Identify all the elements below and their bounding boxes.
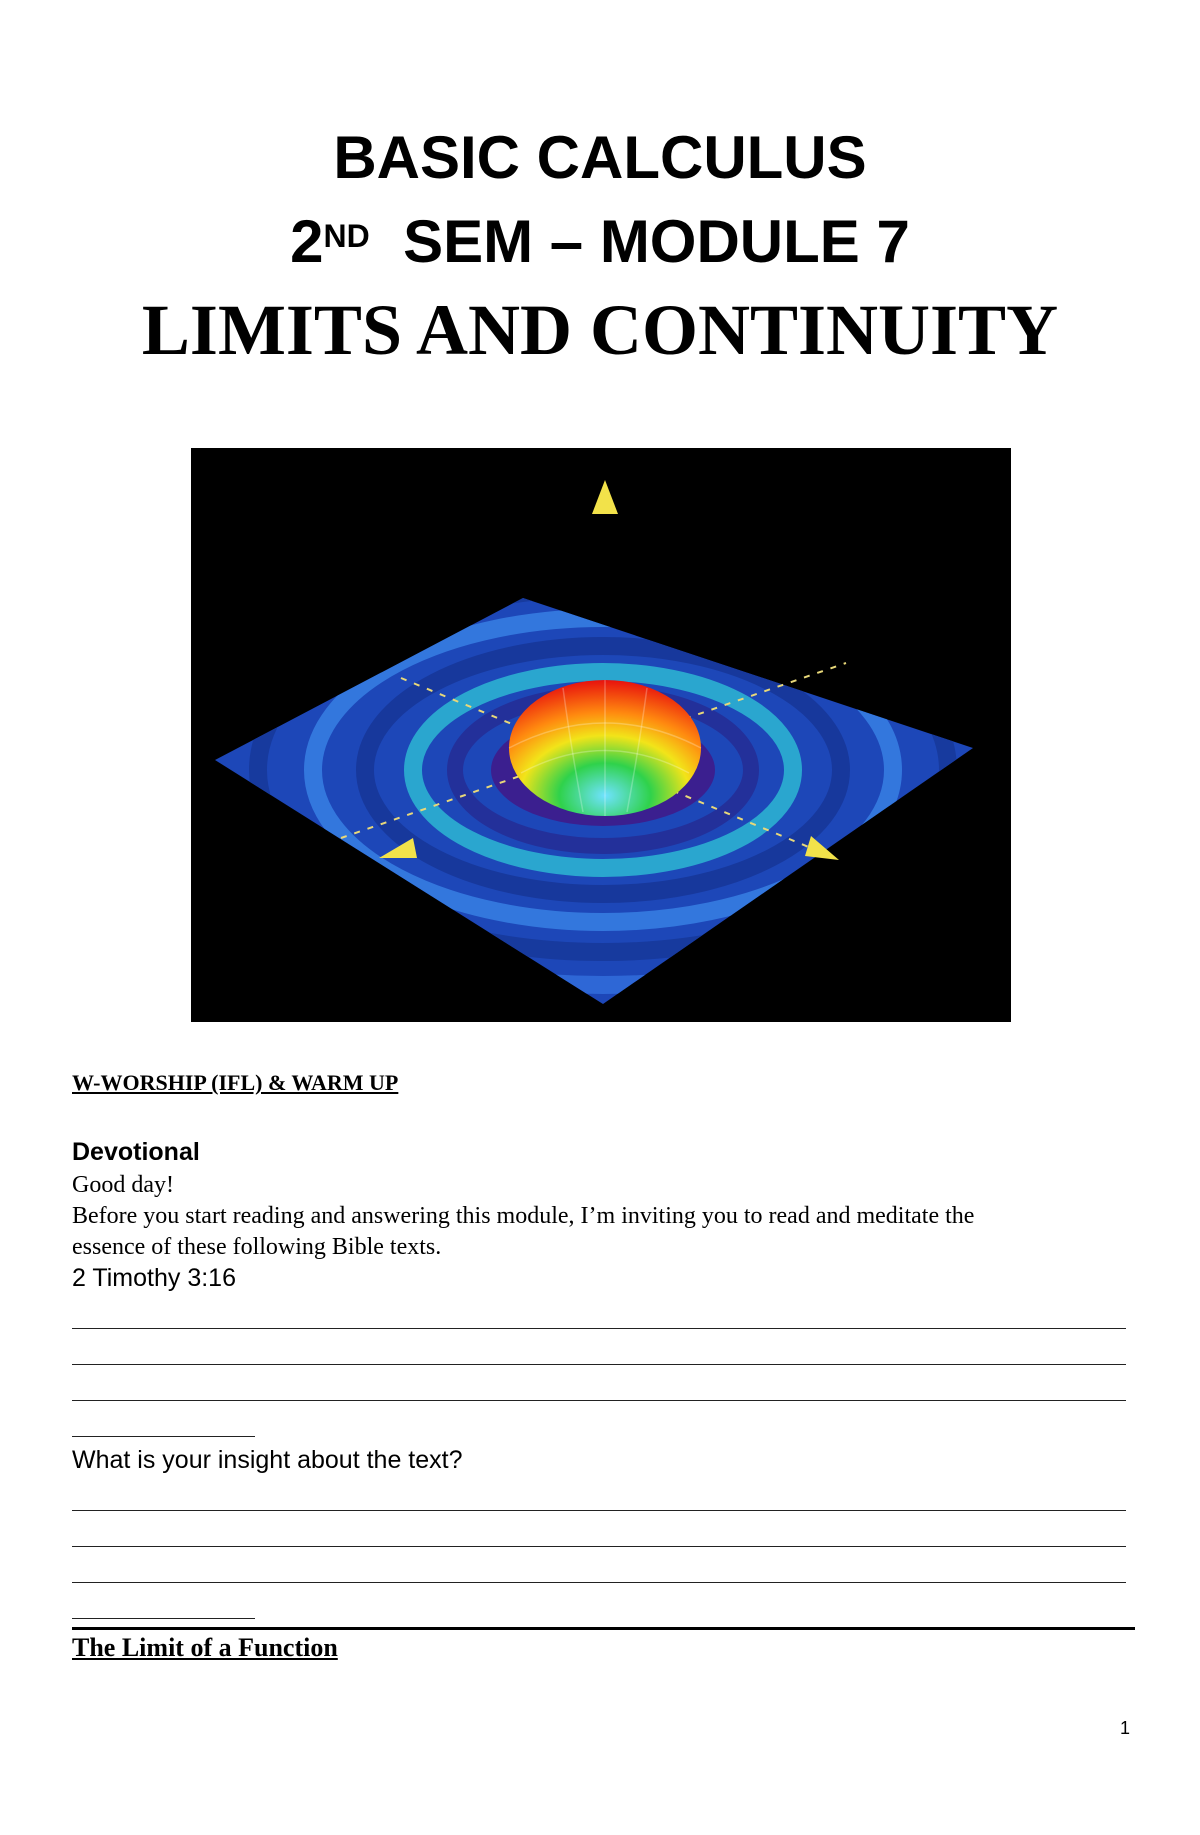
devotional-heading: Devotional bbox=[72, 1138, 200, 1166]
greeting-text: Good day! bbox=[72, 1172, 174, 1198]
module-subject-title: BASIC CALCULUS bbox=[333, 124, 867, 191]
cover-surface-plot-image bbox=[191, 448, 1011, 1022]
verse-answer-line[interactable] bbox=[72, 1400, 1126, 1401]
bible-verse-reference: 2 Timothy 3:16 bbox=[72, 1264, 236, 1292]
worship-section-heading: W-WORSHIP (IFL) & WARM UP bbox=[72, 1070, 399, 1095]
verse-answer-line[interactable] bbox=[72, 1364, 1126, 1365]
section-divider bbox=[72, 1627, 1135, 1630]
insight-answer-line[interactable] bbox=[72, 1510, 1126, 1511]
verse-answer-line-short[interactable] bbox=[72, 1436, 255, 1437]
insight-answer-line[interactable] bbox=[72, 1582, 1126, 1583]
limit-of-function-heading: The Limit of a Function bbox=[72, 1633, 338, 1662]
insight-answer-line[interactable] bbox=[72, 1546, 1126, 1547]
insight-question: What is your insight about the text? bbox=[72, 1446, 463, 1474]
central-peak bbox=[509, 680, 701, 816]
verse-answer-line[interactable] bbox=[72, 1328, 1126, 1329]
surface-plot-graphic bbox=[191, 448, 1011, 1022]
module-topic-title: LIMITS AND CONTINUITY bbox=[141, 290, 1059, 370]
module-semester-title bbox=[0, 207, 1200, 277]
insight-answer-line-short[interactable] bbox=[72, 1618, 255, 1619]
z-axis-arrowhead bbox=[592, 480, 618, 514]
module-label: SEM – MODULE 7 bbox=[403, 208, 910, 275]
page-number: 1 bbox=[1120, 1718, 1131, 1738]
intro-text-line-2: essence of these following Bible texts. bbox=[72, 1234, 442, 1260]
semester-number: 2 bbox=[290, 208, 324, 275]
semester-suffix: ND bbox=[323, 218, 370, 254]
intro-text-line-1: Before you start reading and answering this module, I’m inviting you to read and meditate the bbox=[72, 1203, 975, 1229]
